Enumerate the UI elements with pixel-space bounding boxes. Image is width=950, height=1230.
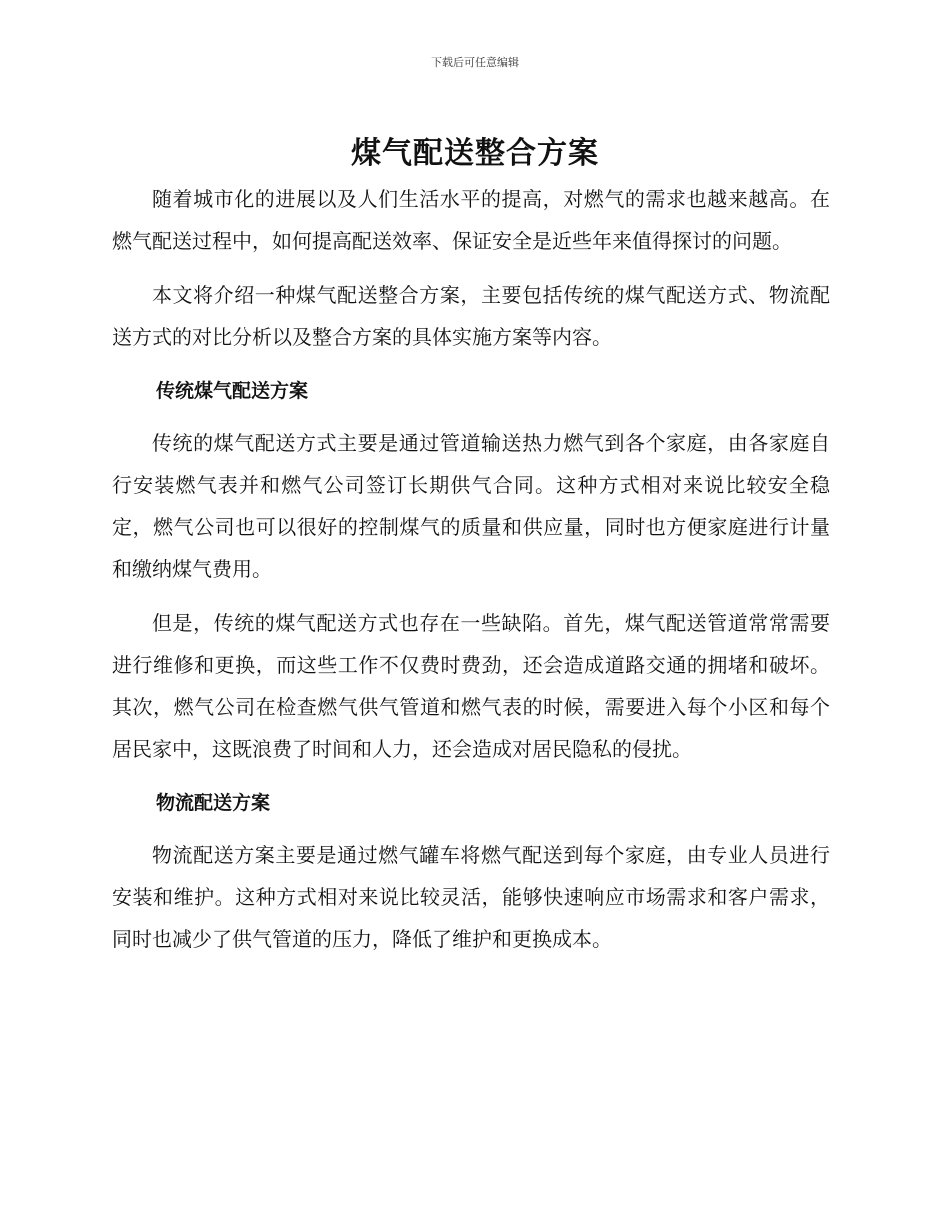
traditional-paragraph-1: 传统的煤气配送方式主要是通过管道输送热力燃气到各个家庭，由各家庭自行安装燃气表并和燃气公司签订长期供气合同。这种方式相对来说比较安全稳定，燃气公司也可以很好的控制煤气的质量和供应量，同时也方便家庭进行计量和缴纳煤气费用。 [112, 431, 830, 581]
logistics-paragraph-1: 物流配送方案主要是通过燃气罐车将燃气配送到每个家庭，由专业人员进行安装和维护。这种方式相对来说比较灵活，能够快速响应市场需求和客户需求，同时也减少了供气管道的压力，降低了维护和更换成本。 [112, 843, 830, 951]
header-note: 下载后可任意编辑 [431, 56, 519, 69]
intro-paragraph-1: 随着城市化的进展以及人们生活水平的提高，对燃气的需求也越来越高。在燃气配送过程中，如何提高配送效率、保证安全是近些年来值得探讨的问题。 [112, 187, 830, 253]
traditional-paragraph-2: 但是，传统的煤气配送方式也存在一些缺陷。首先，煤气配送管道常常需要进行维修和更换，而这些工作不仅费时费劲，还会造成道路交通的拥堵和破坏。其次，燃气公司在检查燃气供气管道和燃气表的时候，需要进入每个小区和每个居民家中，这既浪费了时间和人力，还会造成对居民隐私的侵扰。 [112, 611, 830, 761]
section-heading-logistics: 物流配送方案 [156, 792, 271, 814]
section-heading-traditional: 传统煤气配送方案 [156, 380, 309, 402]
document-body [112, 178, 830, 972]
intro-paragraph-2: 本文将介绍一种煤气配送整合方案，主要包括传统的煤气配送方式、物流配送方式的对比分析以及整合方案的具体实施方案等内容。 [112, 283, 830, 349]
document-title: 煤气配送整合方案 [351, 136, 599, 171]
